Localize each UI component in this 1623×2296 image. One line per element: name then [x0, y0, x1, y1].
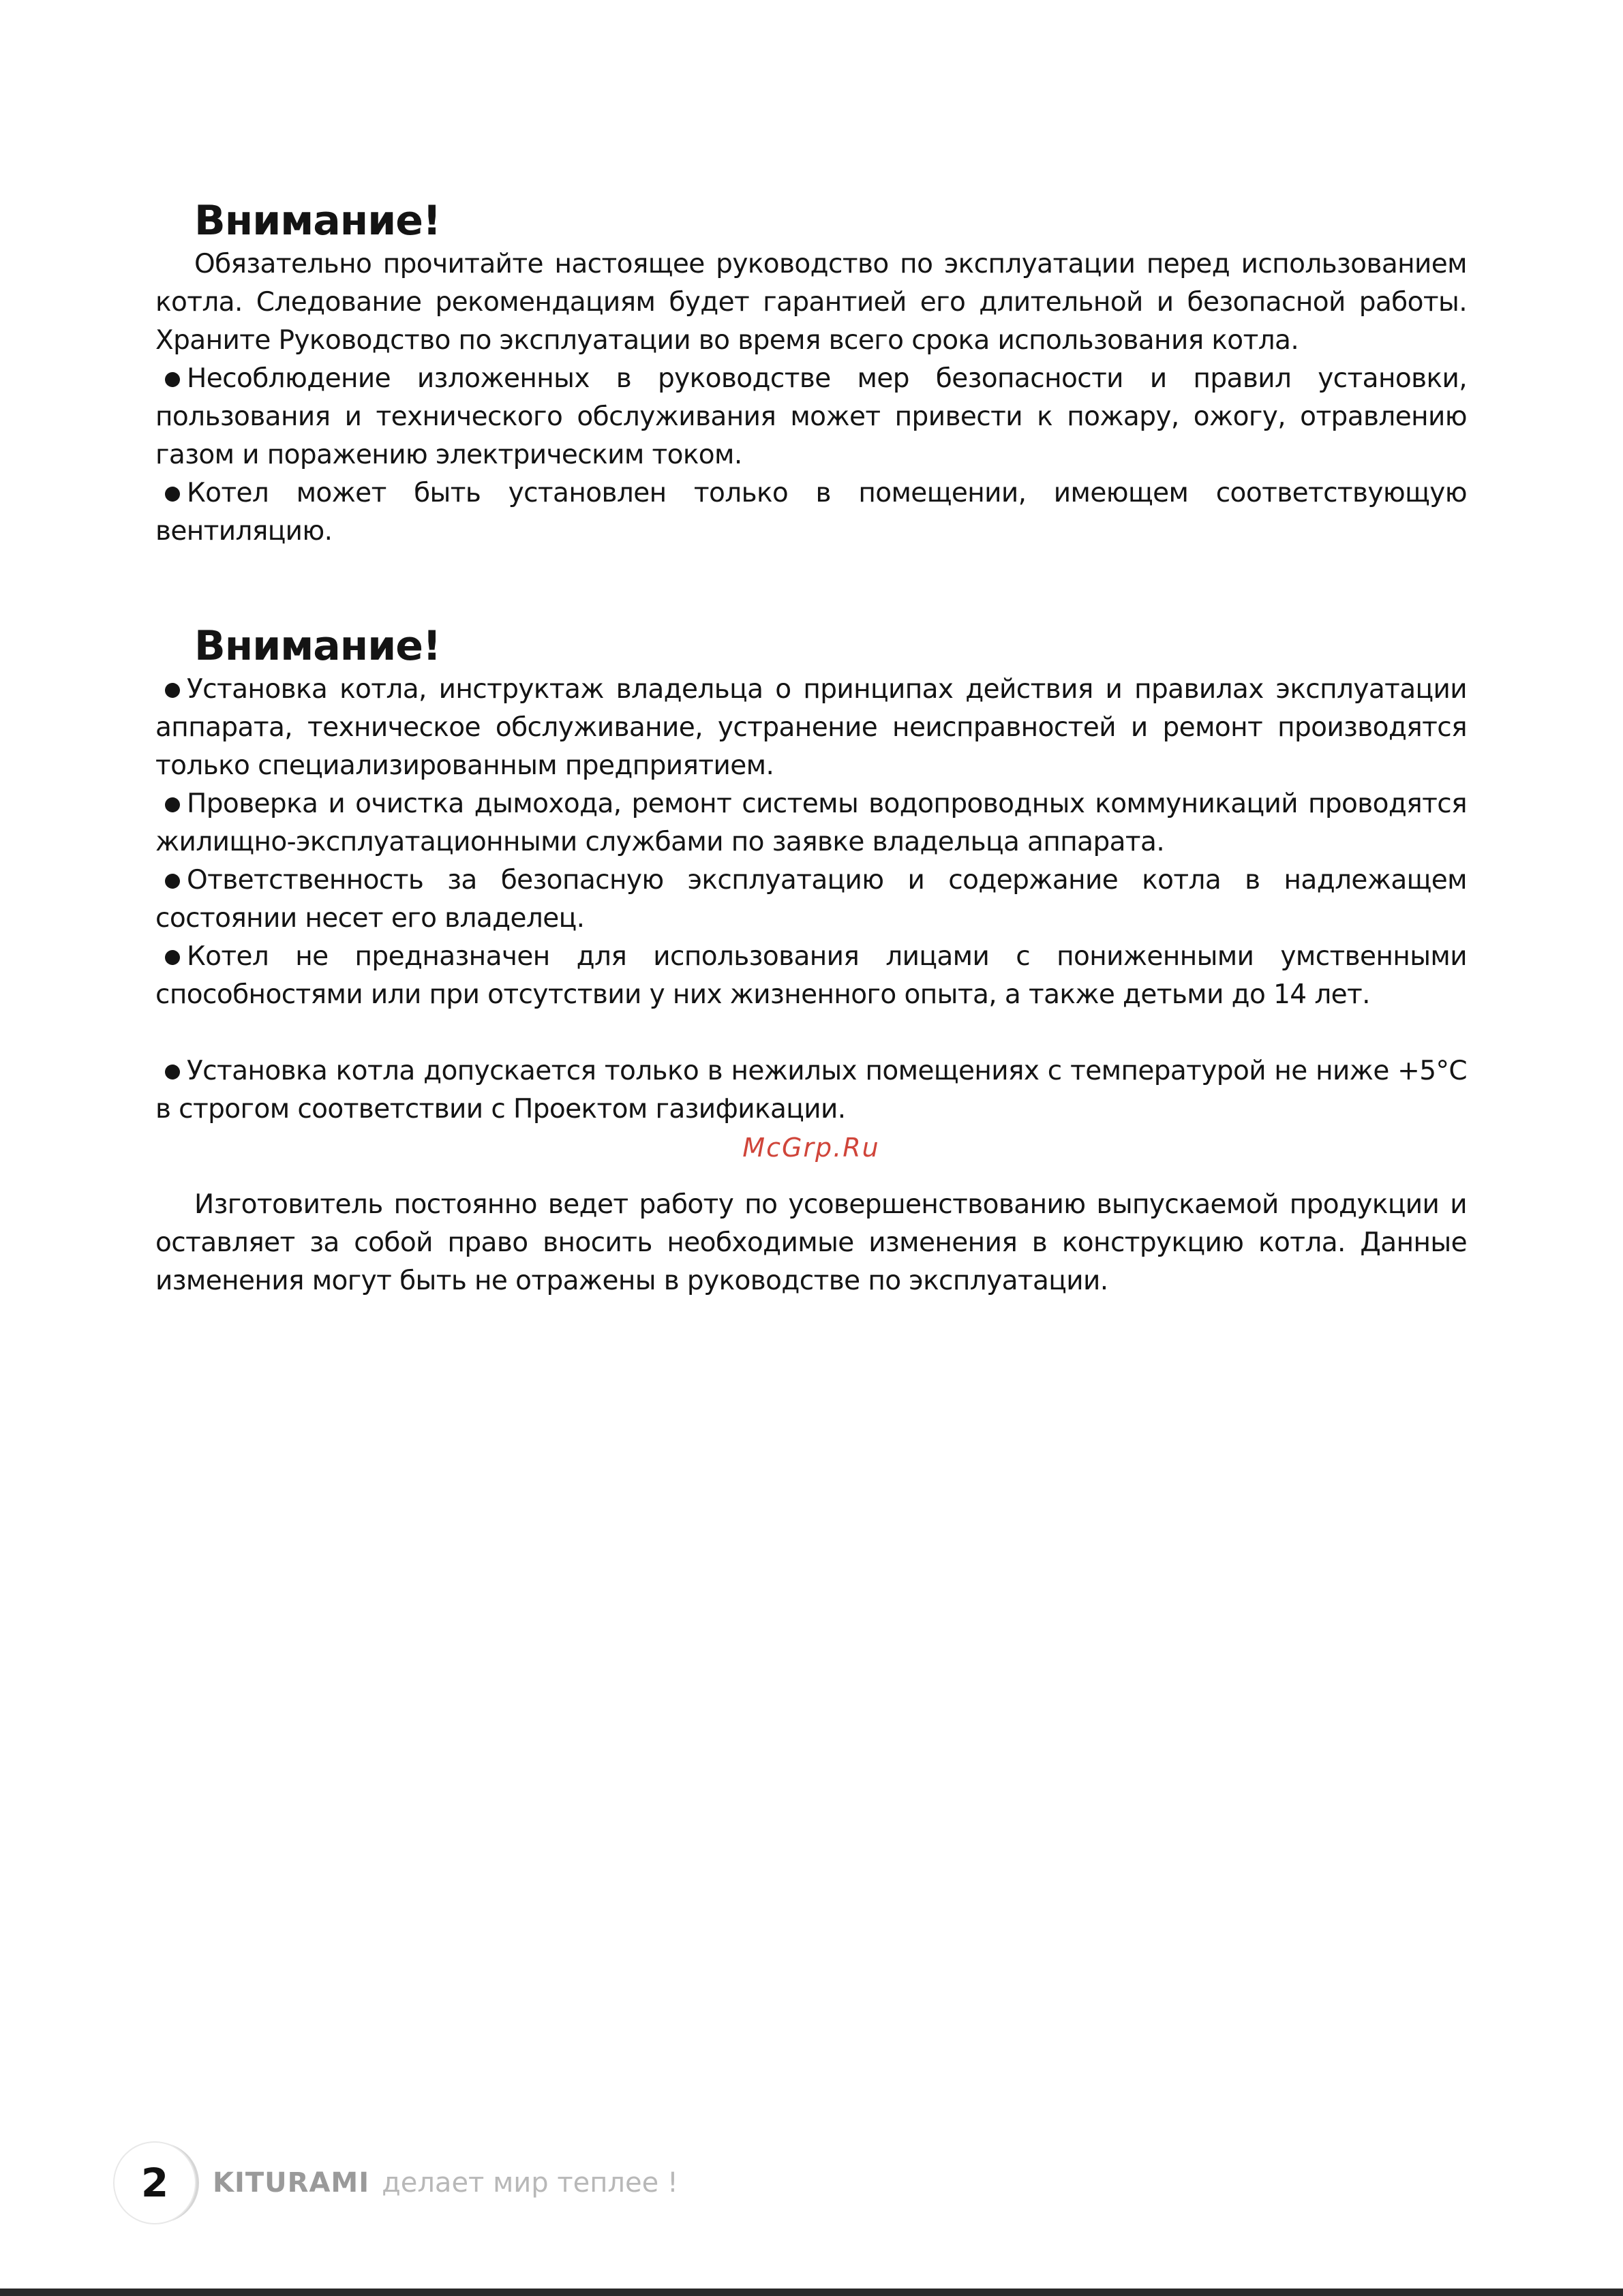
section2-bullet-4	[155, 938, 1467, 1014]
bullet-icon	[165, 1065, 180, 1080]
spacer	[155, 1167, 1467, 1186]
section2-bullet-3	[155, 861, 1467, 938]
bullet-text: Котел может быть установлен только в помещении, имеющем соответствующую вентиляцию.	[155, 478, 1467, 547]
bullet-icon	[165, 797, 180, 812]
section2-bullet-1	[155, 671, 1467, 785]
bullet-text: Проверка и очистка дымохода, ремонт системы водопроводных коммуникаций проводятся жилищно-эксплуатационными службами по заявке владельца аппарата.	[155, 789, 1467, 857]
section2-heading: Внимание!	[194, 622, 441, 670]
closing-paragraph: Изготовитель постоянно ведет работу по усовершенствованию выпускаемой продукции и оставляет за собой право вносить необходимые изменения в конструкцию котла. Данные изменения могут быть не отражены в руководстве по эксплуатации.	[155, 1189, 1467, 1296]
bullet-text: Установка котла, инструктаж владельца о принципах действия и правилах эксплуатации аппарата, техническое обслуживание, устранение неисправностей и ремонт производятся только специализированным предприятием.	[155, 674, 1467, 781]
bullet-text: Котел не предназначен для использования лицами с пониженными умственными способностями или при отсутствии у них жизненного опыта, а также детьми до 14 лет.	[155, 941, 1467, 1010]
page-footer	[113, 2139, 678, 2227]
section1-heading: Внимание!	[194, 197, 441, 245]
bullet-icon	[165, 683, 180, 698]
bullet-icon	[165, 950, 180, 965]
watermark: McGrp.Ru	[742, 1133, 880, 1163]
page-number: 2	[113, 2141, 196, 2224]
section1-bullet-2	[155, 474, 1467, 551]
section2-bullet-5	[155, 1052, 1467, 1129]
section1-intro: Обязательно прочитайте настоящее руководство по эксплуатации перед использованием котла. Следование рекомендациям будет гарантией его длительной и безопасной работы. Храните Руководство по эксплуатации во время всего срока использования котла.	[155, 249, 1467, 356]
bullet-text: Установка котла допускается только в нежилых помещениях с температурой не ниже +5°С в строгом соответствии с Проектом газификации.	[155, 1056, 1467, 1124]
bullet-text: Ответственность за безопасную эксплуатацию и содержание котла в надлежащем состоянии несет его владелец.	[155, 865, 1467, 934]
spacer	[155, 551, 1467, 622]
brand-name: KITURAMI	[213, 2167, 370, 2199]
bullet-icon	[165, 487, 180, 502]
section1-bullet-1	[155, 360, 1467, 474]
brand-slogan: делает мир теплее !	[382, 2167, 678, 2199]
page-content	[155, 196, 1467, 1300]
bullet-text: Несоблюдение изложенных в руководстве мер безопасности и правил установки, пользования и технического обслуживания может привести к пожару, ожогу, отравлению газом и поражению электрическим током.	[155, 363, 1467, 470]
bottom-rule	[0, 2289, 1623, 2296]
spacer	[155, 1014, 1467, 1052]
section2-bullet-2	[155, 785, 1467, 861]
bullet-icon	[165, 372, 180, 387]
bullet-icon	[165, 874, 180, 889]
